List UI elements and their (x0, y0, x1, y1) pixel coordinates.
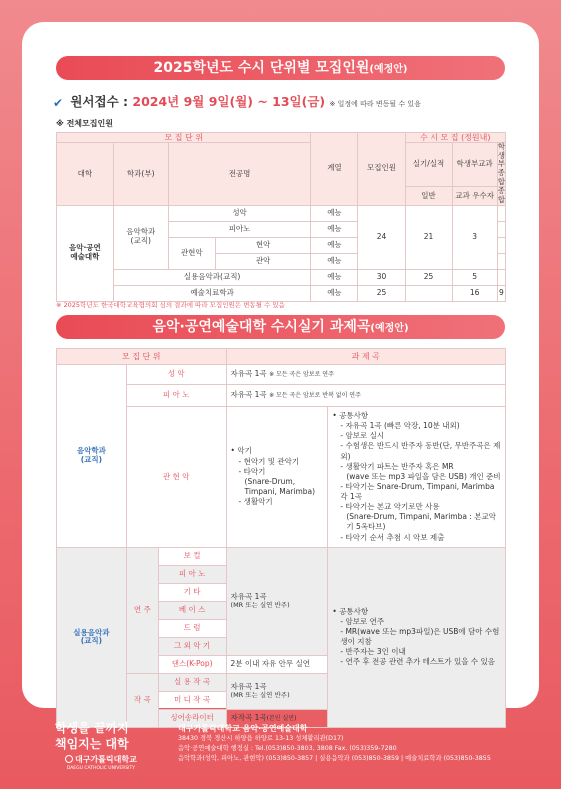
application-period: ✔ 원서접수 : 2024년 9월 9일(월) ~ 13일(금) ※ 일정에 따라 변동될 수 있음 (53, 94, 421, 110)
quota-footnote: ※ 2025학년도 한국대학교육협의회 심의 결과에 따라 모집인원은 변동될 수 있음 (56, 301, 285, 309)
slogan: 학생을 끝까지 책임지는 대학 (55, 721, 129, 751)
quota-table: 모 집 단 위 계열 모집인원 수 시 모 집 (정원내) 대학 학과(부) 전공명 실기/실적 학생부교과 학생부종합 일반 교과 우수자 종합 음악·공연 예술대학 음악학과 (교직) 성악 예능 24 21 3 피아노 예능 관현악 현악 예능 관악 예능 실용음악과(교직) 예능 30 25 5 예술치료학과 예능 25 16 9 (56, 132, 506, 302)
orch-common-list: • 공통사항 - 자유곡 1곡 (빠른 악장, 10분 내외) - 암보로 실시 - 수험생은 반드시 반주자 동반(단, 무반주곡은 제외) - 생활악기 파트는 반주자 혹은 MR (wave 또는 mp3 파일을 담은 USB) 개인 준비 - 타악기는 Snare-Drum, Timpani, Marimba 각 1곡 - 타악기는 본교 악기로만 사용 (Snare-Drum, Timpani, Marimba : 본교악기 5옥타브) - 타악기 순서 추첨 시 악보 제출 (328, 407, 506, 548)
contact-info: 대구가톨릭대학교 음악·공연예술대학 38430 경북 경산시 하양읍 하양로 13-13 성체활리관(D17) 음악·공연예술대학 행정실 : Tel.(053)850-3803, 3808 Fax. (053)359-7280 음악학과(성악, 피아노, 관현악) (053)850-3857 | 실용음악과 (053)850-3859 | 예술치료학과 (053)850-3855 (178, 724, 491, 762)
college-cell: 음악·공연 예술대학 (57, 205, 114, 301)
tasks-banner: 음악·공연예술대학 수시실기 과제곡(예정안) (56, 315, 505, 339)
music-dept-cell: 음악학과 (교직) (57, 365, 127, 548)
orch-instrument-list: • 악기 - 현악기 및 관악기 - 타악기 (Snare-Drum, Timpani, Marimba) - 생활악기 (226, 407, 328, 548)
poster-card (22, 22, 539, 722)
university-logo: 대구가톨릭대학교 DAEGU CATHOLIC UNIVERSITY (66, 755, 137, 771)
check-icon: ✔ (53, 96, 64, 110)
quota-banner: 2025학년도 수시 단위별 모집인원(예정안) (56, 56, 505, 80)
applied-dept-cell: 실용음악과 (교직) (57, 547, 127, 727)
seal-icon (65, 755, 73, 763)
applied-common-list: • 공통사항 - 암보로 연주 - MR(wave 또는 mp3파일)은 USB에 담아 수험생이 지참 - 반주자는 3인 이내 - 연주 후 전공 관련 추가 테스트가 있을 수 있음 (328, 547, 506, 727)
tasks-table: 모 집 단 위 과 제 곡 음악학과 (교직) 성 악 자유곡 1곡 ※ 모든 곡은 암보로 연주 피 아 노 자유곡 1곡 ※ 모든 곡은 암보로 반복 없이 연주 관 현 악 • 악기 - 현악기 및 관악기 - 타악기 (Snare-Drum, Timpani, Marimba) - 생활악기 • 공통사항 - 자유곡 1곡 (빠른 악장, 10분 내외) - 암보로 실시 - 수험생은 반드시 반주자 동반(단, 무반주곡은 제외) - 생활악기 파트는 반주자 혹은 MR (wave 또는 mp3 파일을 담은 USB) 개인 준비 - 타악기는 Snare-Drum, Timpani, Marimba 각 1곡 - 타악기는 본교 악기로만 사용 (Snare-Drum, Timpani, Marimba : 본교악기 5옥타브) - 타악기 순서 추첨 시 악보 제출 실용음악과 (교직) 연 주 보 컬 자유곡 1곡 (MR 또는 실연 반주) • 공통사항 - 암보로 연주 - MR(wave 또는 mp3파일)은 USB에 담아 수험생이 지참 - 반주자는 3인 이내 - 연주 후 전공 관련 추가 테스트가 있을 수 있음 피 아 노 기 타 베 이 스 드 럼 그 외 악 기 댄스(K-Pop) 2분 이내 자유 안무 실연 작 곡 실 용 작 곡 자유곡 1곡 (MR 또는 실연 반주) 미 디 작 곡 싱어송라이터 자작곡 1곡(본인 실연) (56, 348, 506, 728)
total-quota-label: ※ 전체모집인원 (56, 119, 113, 128)
